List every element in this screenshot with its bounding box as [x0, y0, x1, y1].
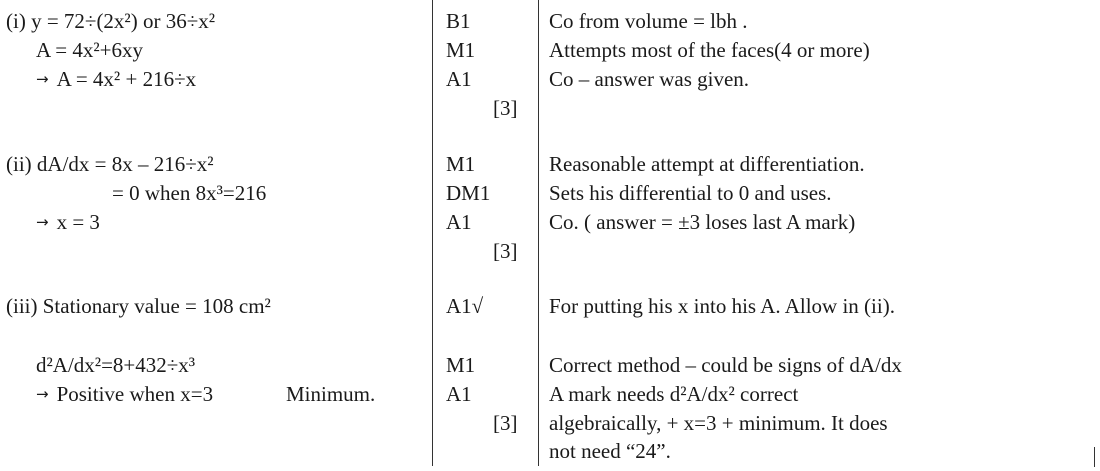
part-i-mark-1: B1	[446, 9, 471, 33]
part-iii-note-4: algebraically, + x=3 + minimum. It does	[549, 411, 888, 435]
part-i-line-1: (i) y = 72÷(2x²) or 36÷x²	[6, 9, 216, 33]
part-i-note-1: Co from volume = lbh .	[549, 9, 748, 33]
part-ii-note-2: Sets his differential to 0 and uses.	[549, 181, 832, 205]
part-iii-note-1: For putting his x into his A. Allow in (ii).	[549, 294, 895, 318]
part-ii-note-3: Co. ( answer = ±3 loses last A mark)	[549, 210, 856, 234]
part-i-total: [3]	[493, 96, 518, 120]
part-ii-mark-2: DM1	[446, 181, 491, 205]
column-divider-right	[538, 0, 539, 466]
part-ii-line-2: = 0 when 8x³=216	[112, 181, 267, 205]
part-iii-positive: Positive when x=3	[56, 382, 214, 406]
part-ii-note-1: Reasonable attempt at differentiation.	[549, 152, 865, 176]
part-i-note-3: Co – answer was given.	[549, 67, 750, 91]
part-i-note-2: Attempts most of the faces(4 or more)	[549, 38, 870, 62]
part-i-line-3	[36, 67, 196, 93]
part-ii-result: x = 3	[56, 210, 100, 234]
part-i-line-2: A = 4x²+6xy	[36, 38, 143, 62]
part-i-result: A = 4x² + 216÷x	[56, 67, 197, 91]
part-iii-mark-1: A1√	[446, 294, 484, 318]
edge-mark	[1094, 447, 1095, 467]
part-i-mark-3: A1	[446, 67, 472, 91]
part-iii-note-2: Correct method – could be signs of dA/dx	[549, 353, 902, 377]
part-ii-line-1: (ii) dA/dx = 8x – 216÷x²	[6, 152, 214, 176]
part-iii-line-2: d²A/dx²=8+432÷x³	[36, 353, 196, 377]
part-iii-line-3	[36, 382, 213, 408]
part-iii-note-5: not need “24”.	[549, 439, 671, 463]
part-ii-line-3	[36, 210, 100, 236]
part-i-mark-2: M1	[446, 38, 476, 62]
part-iii-line-1: (iii) Stationary value = 108 cm²	[6, 294, 271, 318]
part-iii-conclusion: Minimum.	[286, 382, 376, 406]
part-iii-mark-3: A1	[446, 382, 472, 406]
part-iii-total: [3]	[493, 411, 518, 435]
arrow-icon: →	[36, 70, 49, 88]
part-ii-mark-1: M1	[446, 152, 476, 176]
part-iii-mark-2: M1	[446, 353, 476, 377]
part-iii-note-3: A mark needs d²A/dx² correct	[549, 382, 799, 406]
part-ii-total: [3]	[493, 239, 518, 263]
arrow-icon: →	[36, 213, 49, 231]
column-divider-left	[432, 0, 433, 466]
part-ii-mark-3: A1	[446, 210, 472, 234]
arrow-icon: →	[36, 385, 49, 403]
